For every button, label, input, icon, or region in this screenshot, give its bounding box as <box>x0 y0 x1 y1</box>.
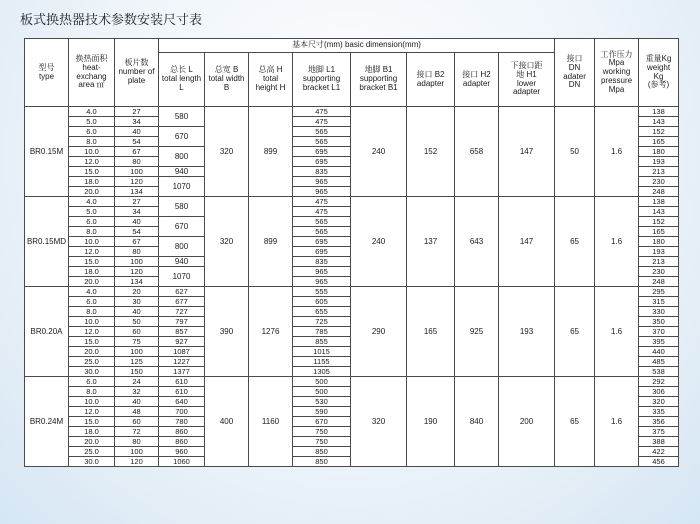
plates-cell: 54 <box>115 227 159 237</box>
weight-cell: 395 <box>639 337 679 347</box>
l1-cell: 965 <box>293 177 351 187</box>
height-cell: 1276 <box>249 287 293 377</box>
plates-cell: 60 <box>115 327 159 337</box>
table-row <box>25 377 679 387</box>
header-length: 总长 L total length L <box>159 53 205 107</box>
plates-cell: 30 <box>115 297 159 307</box>
table-row <box>25 107 679 117</box>
weight-cell: 306 <box>639 387 679 397</box>
weight-cell: 320 <box>639 397 679 407</box>
area-cell: 15.0 <box>69 417 115 427</box>
plates-cell: 150 <box>115 367 159 377</box>
l1-cell: 565 <box>293 217 351 227</box>
h2-cell: 658 <box>455 107 499 197</box>
b1-cell: 290 <box>351 287 407 377</box>
table-header <box>25 39 679 107</box>
length-cell: 940 <box>159 167 205 177</box>
weight-cell: 138 <box>639 197 679 207</box>
length-cell: 610 <box>159 387 205 397</box>
model-cell: BR0.15MD <box>25 197 69 287</box>
length-cell: 1070 <box>159 267 205 287</box>
dn-cell: 65 <box>555 377 595 467</box>
area-cell: 12.0 <box>69 247 115 257</box>
area-cell: 8.0 <box>69 387 115 397</box>
plates-cell: 40 <box>115 397 159 407</box>
spec-table <box>24 38 679 467</box>
area-cell: 4.0 <box>69 197 115 207</box>
weight-cell: 152 <box>639 127 679 137</box>
l1-cell: 475 <box>293 197 351 207</box>
l1-cell: 695 <box>293 237 351 247</box>
header-weight: 重量Kg weight Kg (参考) <box>639 39 679 107</box>
length-cell: 677 <box>159 297 205 307</box>
plates-cell: 120 <box>115 177 159 187</box>
weight-cell: 315 <box>639 297 679 307</box>
header-width: 总宽 B total width B <box>205 53 249 107</box>
l1-cell: 695 <box>293 147 351 157</box>
length-cell: 580 <box>159 107 205 127</box>
area-cell: 15.0 <box>69 167 115 177</box>
l1-cell: 555 <box>293 287 351 297</box>
header-plates: 板片数 number of plate <box>115 39 159 107</box>
plates-cell: 134 <box>115 187 159 197</box>
dn-cell: 50 <box>555 107 595 197</box>
table-row <box>25 197 679 207</box>
header-h2: 接口 H2 adapter <box>455 53 499 107</box>
weight-cell: 375 <box>639 427 679 437</box>
plates-cell: 100 <box>115 347 159 357</box>
area-cell: 8.0 <box>69 137 115 147</box>
weight-cell: 193 <box>639 157 679 167</box>
length-cell: 670 <box>159 217 205 237</box>
l1-cell: 965 <box>293 277 351 287</box>
weight-cell: 330 <box>639 307 679 317</box>
width-cell: 400 <box>205 377 249 467</box>
plates-cell: 40 <box>115 127 159 137</box>
l1-cell: 1015 <box>293 347 351 357</box>
weight-cell: 456 <box>639 457 679 467</box>
l1-cell: 590 <box>293 407 351 417</box>
page-title: 板式换热器技术参数安装尺寸表 <box>20 13 203 28</box>
l1-cell: 475 <box>293 107 351 117</box>
weight-cell: 165 <box>639 137 679 147</box>
weight-cell: 180 <box>639 237 679 247</box>
length-cell: 1060 <box>159 457 205 467</box>
length-cell: 640 <box>159 397 205 407</box>
plates-cell: 80 <box>115 247 159 257</box>
length-cell: 960 <box>159 447 205 457</box>
area-cell: 30.0 <box>69 367 115 377</box>
plates-cell: 40 <box>115 217 159 227</box>
plates-cell: 54 <box>115 137 159 147</box>
area-cell: 8.0 <box>69 227 115 237</box>
weight-cell: 538 <box>639 367 679 377</box>
weight-cell: 152 <box>639 217 679 227</box>
plates-cell: 134 <box>115 277 159 287</box>
l1-cell: 655 <box>293 307 351 317</box>
l1-cell: 695 <box>293 247 351 257</box>
plates-cell: 120 <box>115 267 159 277</box>
plates-cell: 48 <box>115 407 159 417</box>
header-height: 总高 H total height H <box>249 53 293 107</box>
area-cell: 5.0 <box>69 207 115 217</box>
area-cell: 18.0 <box>69 427 115 437</box>
b2-cell: 152 <box>407 107 455 197</box>
plates-cell: 24 <box>115 377 159 387</box>
height-cell: 1160 <box>249 377 293 467</box>
l1-cell: 835 <box>293 167 351 177</box>
l1-cell: 1305 <box>293 367 351 377</box>
plates-cell: 80 <box>115 157 159 167</box>
width-cell: 390 <box>205 287 249 377</box>
area-cell: 20.0 <box>69 277 115 287</box>
weight-cell: 440 <box>639 347 679 357</box>
weight-cell: 193 <box>639 247 679 257</box>
header-h1: 下接口距 地 H1 lower adapter <box>499 53 555 107</box>
pressure-cell: 1.6 <box>595 377 639 467</box>
area-cell: 25.0 <box>69 447 115 457</box>
dn-cell: 65 <box>555 197 595 287</box>
length-cell: 940 <box>159 257 205 267</box>
area-cell: 4.0 <box>69 107 115 117</box>
h2-cell: 840 <box>455 377 499 467</box>
length-cell: 627 <box>159 287 205 297</box>
area-cell: 20.0 <box>69 347 115 357</box>
weight-cell: 180 <box>639 147 679 157</box>
pressure-cell: 1.6 <box>595 287 639 377</box>
weight-cell: 165 <box>639 227 679 237</box>
plates-cell: 60 <box>115 417 159 427</box>
l1-cell: 750 <box>293 437 351 447</box>
plates-cell: 32 <box>115 387 159 397</box>
header-b2: 接口 B2 adapter <box>407 53 455 107</box>
area-cell: 20.0 <box>69 437 115 447</box>
plates-cell: 27 <box>115 197 159 207</box>
b2-cell: 165 <box>407 287 455 377</box>
l1-cell: 565 <box>293 137 351 147</box>
plates-cell: 67 <box>115 237 159 247</box>
plates-cell: 100 <box>115 167 159 177</box>
width-cell: 320 <box>205 197 249 287</box>
weight-cell: 370 <box>639 327 679 337</box>
l1-cell: 1155 <box>293 357 351 367</box>
weight-cell: 356 <box>639 417 679 427</box>
pressure-cell: 1.6 <box>595 107 639 197</box>
weight-cell: 295 <box>639 287 679 297</box>
l1-cell: 850 <box>293 447 351 457</box>
area-cell: 20.0 <box>69 187 115 197</box>
b1-cell: 240 <box>351 197 407 287</box>
length-cell: 927 <box>159 337 205 347</box>
l1-cell: 530 <box>293 397 351 407</box>
height-cell: 899 <box>249 197 293 287</box>
model-cell: BR0.15M <box>25 107 69 197</box>
weight-cell: 230 <box>639 267 679 277</box>
length-cell: 610 <box>159 377 205 387</box>
plates-cell: 34 <box>115 207 159 217</box>
weight-cell: 213 <box>639 257 679 267</box>
area-cell: 6.0 <box>69 377 115 387</box>
l1-cell: 475 <box>293 207 351 217</box>
area-cell: 10.0 <box>69 397 115 407</box>
length-cell: 1227 <box>159 357 205 367</box>
length-cell: 1087 <box>159 347 205 357</box>
area-cell: 12.0 <box>69 157 115 167</box>
header-basic-dimension: 基本尺寸(mm) basic dimension(mm) <box>159 39 555 53</box>
h1-cell: 147 <box>499 197 555 287</box>
area-cell: 30.0 <box>69 457 115 467</box>
area-cell: 6.0 <box>69 217 115 227</box>
b2-cell: 137 <box>407 197 455 287</box>
plates-cell: 125 <box>115 357 159 367</box>
weight-cell: 230 <box>639 177 679 187</box>
plates-cell: 34 <box>115 117 159 127</box>
area-cell: 25.0 <box>69 357 115 367</box>
header-pressure: 工作压力 Mpa working pressure Mpa <box>595 39 639 107</box>
l1-cell: 605 <box>293 297 351 307</box>
header-dn: 接口 DN adater DN <box>555 39 595 107</box>
area-cell: 18.0 <box>69 267 115 277</box>
area-cell: 12.0 <box>69 407 115 417</box>
l1-cell: 500 <box>293 377 351 387</box>
length-cell: 580 <box>159 197 205 217</box>
weight-cell: 213 <box>639 167 679 177</box>
length-cell: 797 <box>159 317 205 327</box>
h2-cell: 925 <box>455 287 499 377</box>
l1-cell: 785 <box>293 327 351 337</box>
l1-cell: 565 <box>293 227 351 237</box>
weight-cell: 143 <box>639 207 679 217</box>
l1-cell: 670 <box>293 417 351 427</box>
l1-cell: 850 <box>293 457 351 467</box>
dn-cell: 65 <box>555 287 595 377</box>
area-cell: 18.0 <box>69 177 115 187</box>
l1-cell: 835 <box>293 257 351 267</box>
weight-cell: 248 <box>639 277 679 287</box>
plates-cell: 40 <box>115 307 159 317</box>
plates-cell: 67 <box>115 147 159 157</box>
model-cell: BR0.20A <box>25 287 69 377</box>
area-cell: 5.0 <box>69 117 115 127</box>
plates-cell: 20 <box>115 287 159 297</box>
area-cell: 12.0 <box>69 327 115 337</box>
h1-cell: 193 <box>499 287 555 377</box>
l1-cell: 695 <box>293 157 351 167</box>
length-cell: 1377 <box>159 367 205 377</box>
weight-cell: 388 <box>639 437 679 447</box>
length-cell: 860 <box>159 437 205 447</box>
l1-cell: 475 <box>293 117 351 127</box>
l1-cell: 965 <box>293 187 351 197</box>
table-body <box>25 107 679 467</box>
area-cell: 6.0 <box>69 127 115 137</box>
b1-cell: 320 <box>351 377 407 467</box>
area-cell: 10.0 <box>69 147 115 157</box>
weight-cell: 292 <box>639 377 679 387</box>
h2-cell: 643 <box>455 197 499 287</box>
b2-cell: 190 <box>407 377 455 467</box>
area-cell: 4.0 <box>69 287 115 297</box>
l1-cell: 500 <box>293 387 351 397</box>
header-area: 换热面积 heat-exchang area ㎡ <box>69 39 115 107</box>
header-l1: 地脚 L1 supporting bracket L1 <box>293 53 351 107</box>
h1-cell: 147 <box>499 107 555 197</box>
length-cell: 860 <box>159 427 205 437</box>
area-cell: 15.0 <box>69 257 115 267</box>
l1-cell: 855 <box>293 337 351 347</box>
length-cell: 780 <box>159 417 205 427</box>
weight-cell: 335 <box>639 407 679 417</box>
l1-cell: 750 <box>293 427 351 437</box>
plates-cell: 72 <box>115 427 159 437</box>
length-cell: 727 <box>159 307 205 317</box>
area-cell: 6.0 <box>69 297 115 307</box>
b1-cell: 240 <box>351 107 407 197</box>
header-b1: 地脚 B1 supporting bracket B1 <box>351 53 407 107</box>
weight-cell: 248 <box>639 187 679 197</box>
length-cell: 800 <box>159 147 205 167</box>
area-cell: 10.0 <box>69 317 115 327</box>
table-row <box>25 287 679 297</box>
plates-cell: 120 <box>115 457 159 467</box>
weight-cell: 422 <box>639 447 679 457</box>
area-cell: 15.0 <box>69 337 115 347</box>
l1-cell: 965 <box>293 267 351 277</box>
area-cell: 10.0 <box>69 237 115 247</box>
l1-cell: 565 <box>293 127 351 137</box>
length-cell: 670 <box>159 127 205 147</box>
pressure-cell: 1.6 <box>595 197 639 287</box>
header-model: 型号 type <box>25 39 69 107</box>
weight-cell: 143 <box>639 117 679 127</box>
plates-cell: 80 <box>115 437 159 447</box>
plates-cell: 75 <box>115 337 159 347</box>
length-cell: 800 <box>159 237 205 257</box>
weight-cell: 485 <box>639 357 679 367</box>
plates-cell: 50 <box>115 317 159 327</box>
area-cell: 8.0 <box>69 307 115 317</box>
width-cell: 320 <box>205 107 249 197</box>
length-cell: 700 <box>159 407 205 417</box>
model-cell: BR0.24M <box>25 377 69 467</box>
l1-cell: 725 <box>293 317 351 327</box>
h1-cell: 200 <box>499 377 555 467</box>
length-cell: 1070 <box>159 177 205 197</box>
length-cell: 857 <box>159 327 205 337</box>
height-cell: 899 <box>249 107 293 197</box>
plates-cell: 100 <box>115 257 159 267</box>
plates-cell: 100 <box>115 447 159 457</box>
weight-cell: 138 <box>639 107 679 117</box>
weight-cell: 350 <box>639 317 679 327</box>
plates-cell: 27 <box>115 107 159 117</box>
